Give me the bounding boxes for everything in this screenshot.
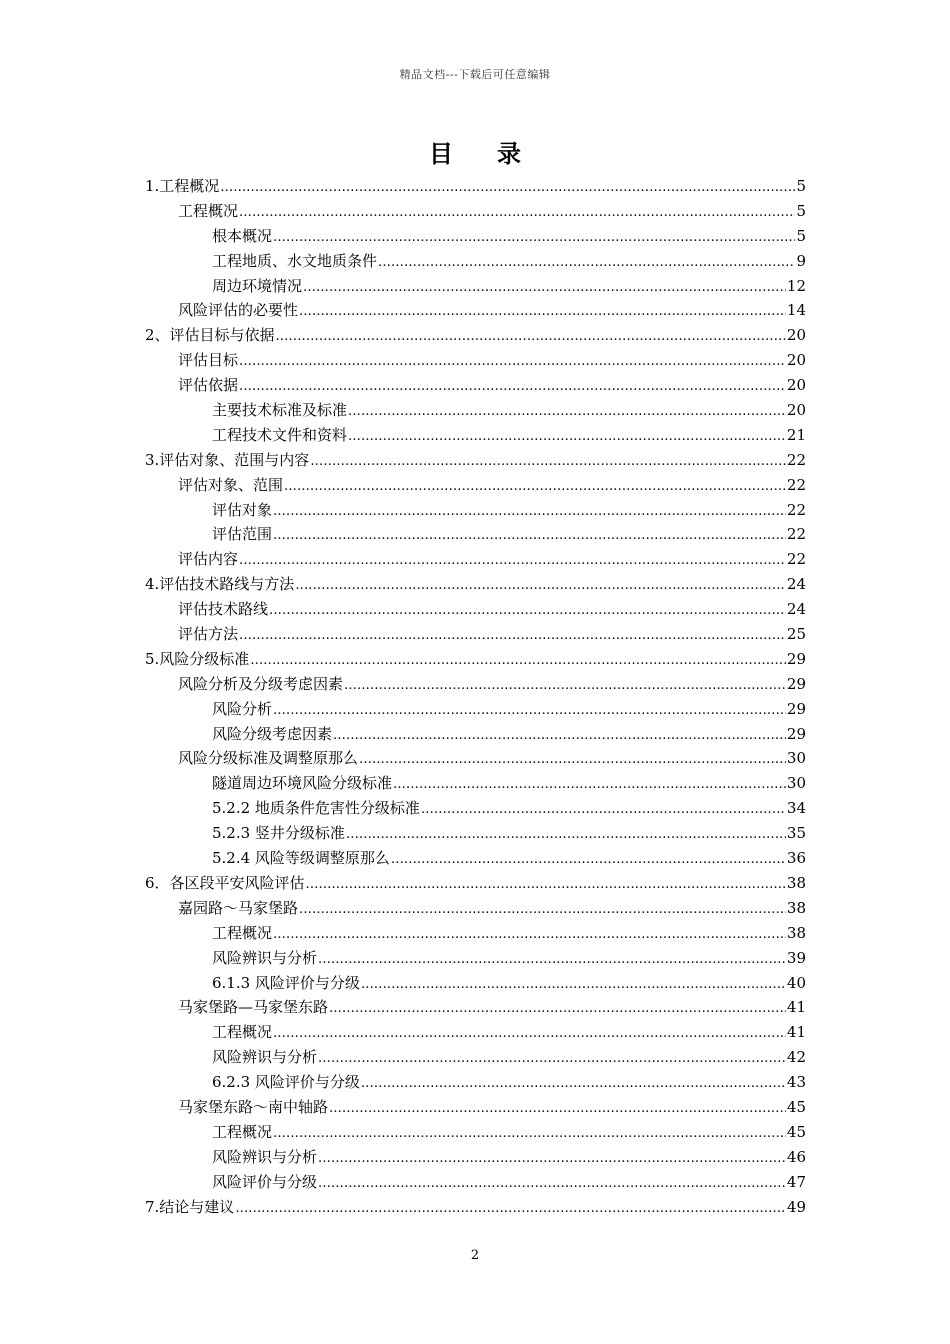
- dot-leader: [235, 1197, 786, 1222]
- toc-entry-page: 22: [786, 450, 806, 469]
- toc-entry[interactable]: [145, 522, 806, 547]
- dot-leader: [239, 549, 786, 574]
- toc-entry[interactable]: [145, 871, 806, 896]
- dot-leader: [276, 325, 786, 350]
- toc-entry-text: 风险评价与分级: [212, 1172, 318, 1191]
- toc-entry[interactable]: [145, 373, 806, 398]
- toc-entry[interactable]: [145, 498, 806, 523]
- toc-entry-text: 风险辨识与分析: [212, 1147, 318, 1166]
- toc-entry-text: 评估对象、范围: [178, 475, 284, 494]
- toc-entry[interactable]: [145, 946, 806, 971]
- toc-entry-page: 20: [786, 351, 806, 370]
- toc-entry-text: 工程技术文件和资料: [212, 425, 348, 444]
- toc-entry-page: 41: [786, 998, 806, 1017]
- dot-leader: [273, 1122, 786, 1147]
- toc-entry[interactable]: [145, 274, 806, 299]
- toc-entry-page: 38: [786, 923, 806, 942]
- toc-entry[interactable]: [145, 1170, 806, 1195]
- dot-leader: [329, 1097, 786, 1122]
- toc-entry-text: 工程概况: [212, 923, 273, 942]
- toc-entry-text: 根本概况: [212, 226, 273, 245]
- toc-entry[interactable]: [145, 722, 806, 747]
- toc-entry-page: 12: [786, 276, 806, 295]
- toc-entry-page: 42: [786, 1048, 806, 1067]
- dot-leader: [273, 699, 786, 724]
- toc-entry-text: 风险分析及分级考虑因素: [178, 674, 344, 693]
- toc-entry-page: 36: [786, 849, 806, 868]
- toc-entry[interactable]: [145, 298, 806, 323]
- toc-entry-page: 9: [796, 251, 806, 270]
- table-of-contents: [145, 174, 806, 1219]
- toc-entry[interactable]: [145, 448, 806, 473]
- toc-entry-page: 29: [786, 649, 806, 668]
- dot-leader: [378, 251, 795, 276]
- dot-leader: [318, 1047, 786, 1072]
- toc-entry[interactable]: [145, 547, 806, 572]
- dot-leader: [329, 997, 786, 1022]
- dot-leader: [333, 724, 786, 749]
- toc-entry-text: 评估范围: [212, 525, 273, 544]
- toc-entry-text: 7.结论与建议: [145, 1197, 235, 1216]
- dot-leader: [239, 375, 786, 400]
- toc-entry[interactable]: [145, 1095, 806, 1120]
- toc-entry-text: 3.评估对象、范围与内容: [145, 450, 310, 469]
- dot-leader: [239, 624, 786, 649]
- toc-entry[interactable]: [145, 1020, 806, 1045]
- toc-entry-page: 22: [786, 500, 806, 519]
- toc-entry-page: 22: [786, 550, 806, 569]
- toc-entry[interactable]: [145, 1070, 806, 1095]
- toc-entry-page: 21: [786, 425, 806, 444]
- toc-entry-text: 工程概况: [178, 201, 239, 220]
- toc-entry-text: 2、评估目标与依据: [145, 326, 275, 345]
- page-header: 精品文档---下载后可任意编辑: [399, 68, 551, 81]
- toc-entry[interactable]: [145, 697, 806, 722]
- toc-entry-page: 5: [796, 177, 806, 195]
- dot-leader: [239, 350, 786, 375]
- toc-entry[interactable]: [145, 423, 806, 448]
- toc-entry-page: 38: [786, 898, 806, 917]
- dot-leader: [303, 276, 786, 301]
- toc-entry-text: 马家堡路—马家堡东路: [178, 998, 329, 1017]
- toc-entry-text: 评估目标: [178, 351, 239, 370]
- toc-entry-text: 风险辨识与分析: [212, 948, 318, 967]
- dot-leader: [273, 524, 786, 549]
- toc-entry-text: 6．各区段平安风险评估: [145, 873, 305, 892]
- toc-entry-page: 46: [786, 1147, 806, 1166]
- toc-entry[interactable]: [145, 348, 806, 373]
- toc-entry-page: 49: [786, 1197, 806, 1216]
- dot-leader: [273, 226, 795, 251]
- toc-entry[interactable]: [145, 199, 806, 224]
- dot-leader: [393, 773, 786, 798]
- toc-entry-page: 20: [786, 376, 806, 395]
- toc-entry-text: 风险分析: [212, 699, 273, 718]
- dot-leader: [250, 649, 786, 674]
- toc-entry-text: 风险辨识与分析: [212, 1048, 318, 1067]
- toc-entry-text: 周边环境情况: [212, 276, 303, 295]
- toc-entry-text: 风险分级考虑因素: [212, 724, 333, 743]
- toc-entry[interactable]: [145, 597, 806, 622]
- toc-entry-page: 25: [786, 625, 806, 644]
- toc-entry-page: 30: [786, 774, 806, 793]
- dot-leader: [269, 599, 786, 624]
- toc-entry[interactable]: [145, 896, 806, 921]
- dot-leader: [310, 450, 786, 475]
- dot-leader: [318, 1172, 786, 1197]
- dot-leader: [295, 574, 786, 599]
- toc-entry-page: 39: [786, 948, 806, 967]
- dot-leader: [273, 1022, 786, 1047]
- toc-entry-text: 工程概况: [212, 1122, 273, 1141]
- toc-entry[interactable]: [145, 224, 806, 249]
- toc-entry-page: 38: [786, 873, 806, 892]
- toc-entry-page: 14: [786, 301, 806, 320]
- toc-entry-text: 6.1.3 风险评价与分级: [212, 973, 360, 992]
- toc-title: 目录: [429, 139, 565, 168]
- toc-entry-text: 工程地质、水文地质条件: [212, 251, 378, 270]
- dot-leader: [239, 201, 795, 226]
- dot-leader: [344, 674, 786, 699]
- toc-entry[interactable]: [145, 921, 806, 946]
- toc-entry-text: 评估方法: [178, 625, 239, 644]
- toc-entry-page: 5: [796, 201, 806, 220]
- toc-entry-page: 34: [786, 799, 806, 818]
- dot-leader: [348, 425, 786, 450]
- toc-entry[interactable]: [145, 323, 806, 348]
- toc-entry[interactable]: [145, 746, 806, 771]
- toc-entry-page: 24: [786, 575, 806, 594]
- toc-entry[interactable]: [145, 174, 806, 199]
- toc-entry[interactable]: [145, 249, 806, 274]
- toc-entry-page: 29: [786, 699, 806, 718]
- page-number: 2: [470, 1248, 480, 1263]
- toc-entry-page: 45: [786, 1097, 806, 1116]
- toc-entry-page: 47: [786, 1172, 806, 1191]
- toc-entry-page: 29: [786, 674, 806, 693]
- dot-leader: [361, 973, 786, 998]
- toc-entry[interactable]: [145, 1145, 806, 1170]
- toc-entry-text: 主要技术标准及标准: [212, 401, 348, 420]
- toc-entry[interactable]: [145, 398, 806, 423]
- dot-leader: [299, 300, 786, 325]
- toc-entry[interactable]: [145, 647, 806, 672]
- dot-leader: [346, 823, 786, 848]
- toc-entry-page: 22: [786, 475, 806, 494]
- toc-entry-page: 22: [786, 525, 806, 544]
- toc-entry[interactable]: [145, 771, 806, 796]
- dot-leader: [299, 898, 786, 923]
- dot-leader: [359, 748, 786, 773]
- toc-entry-text: 5.风险分级标准: [145, 649, 250, 668]
- toc-entry-text: 评估内容: [178, 550, 239, 569]
- dot-leader: [318, 1147, 786, 1172]
- dot-leader: [421, 798, 786, 823]
- dot-leader: [284, 475, 786, 500]
- toc-entry-text: 评估技术路线: [178, 600, 269, 619]
- toc-entry[interactable]: [145, 821, 806, 846]
- toc-entry-text: 风险评估的必要性: [178, 301, 299, 320]
- toc-entry-text: 5.2.2 地质条件危害性分级标准: [212, 799, 420, 818]
- toc-entry[interactable]: [145, 1045, 806, 1070]
- toc-entry-page: 20: [786, 326, 806, 345]
- toc-entry[interactable]: [145, 1120, 806, 1145]
- toc-entry-text: 评估对象: [212, 500, 273, 519]
- toc-entry-page: 45: [786, 1122, 806, 1141]
- toc-entry[interactable]: [145, 1195, 806, 1220]
- toc-entry-text: 工程概况: [212, 1023, 273, 1042]
- toc-entry-page: 20: [786, 401, 806, 420]
- toc-entry[interactable]: [145, 971, 806, 996]
- toc-entry-text: 6.2.3 风险评价与分级: [212, 1073, 360, 1092]
- toc-entry[interactable]: [145, 622, 806, 647]
- dot-leader: [273, 500, 786, 525]
- dot-leader: [306, 873, 786, 898]
- toc-entry-text: 5.2.4 风险等级调整原那么: [212, 849, 390, 868]
- toc-entry-page: 5: [796, 226, 806, 245]
- toc-entry[interactable]: [145, 796, 806, 821]
- toc-entry-page: 30: [786, 749, 806, 768]
- toc-entry-page: 29: [786, 724, 806, 743]
- toc-entry-text: 1.工程概况: [145, 177, 220, 195]
- toc-entry-text: 评估依据: [178, 376, 239, 395]
- dot-leader: [318, 948, 786, 973]
- dot-leader: [391, 848, 786, 873]
- dot-leader: [348, 400, 786, 425]
- toc-entry-text: 马家堡东路～南中轴路: [178, 1097, 329, 1116]
- toc-entry-text: 风险分级标准及调整原那么: [178, 749, 359, 768]
- toc-entry[interactable]: [145, 995, 806, 1020]
- dot-leader: [361, 1072, 786, 1097]
- toc-entry-text: 4.评估技术路线与方法: [145, 575, 295, 594]
- toc-entry-page: 40: [786, 973, 806, 992]
- toc-entry-page: 41: [786, 1023, 806, 1042]
- toc-entry[interactable]: [145, 672, 806, 697]
- toc-entry-page: 35: [786, 824, 806, 843]
- dot-leader: [273, 923, 786, 948]
- toc-entry-text: 隧道周边环境风险分级标准: [212, 774, 393, 793]
- toc-entry-page: 24: [786, 600, 806, 619]
- toc-entry[interactable]: [145, 572, 806, 597]
- toc-entry-page: 43: [786, 1073, 806, 1092]
- toc-entry[interactable]: [145, 846, 806, 871]
- toc-entry[interactable]: [145, 473, 806, 498]
- toc-entry-text: 嘉园路～马家堡路: [178, 898, 299, 917]
- toc-entry-text: 5.2.3 竖井分级标准: [212, 824, 345, 843]
- dot-leader: [220, 176, 795, 201]
